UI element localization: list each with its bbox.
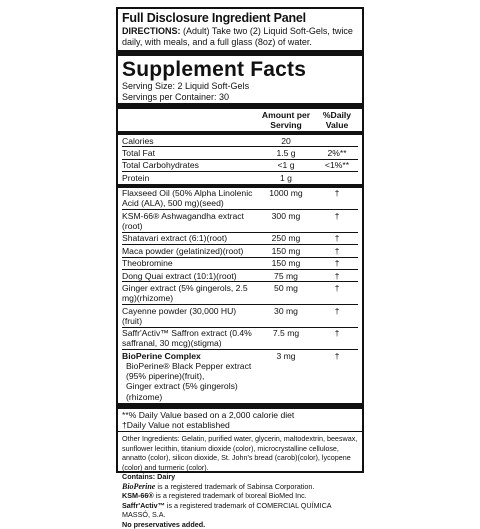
- ingredient-name: Dong Quai extract (10:1)(root): [122, 270, 237, 281]
- ingredient-amount: 300 mg: [271, 210, 301, 221]
- ingredient-name: Theobromine: [122, 258, 173, 269]
- ksm-trademark: KSM-66® is a registered trademark of Ixoreal BioMed Inc.: [122, 491, 307, 501]
- table-row: [122, 282, 358, 305]
- supplement-facts-title: Supplement Facts: [122, 58, 307, 81]
- nutrient-dv: <1%**: [324, 160, 350, 171]
- ingredient-amount: 1000 mg: [269, 188, 303, 199]
- ingredient-amount: 50 mg: [274, 282, 298, 293]
- column-headers: [122, 109, 358, 131]
- nutrient-dv: 2%**: [327, 147, 347, 158]
- ingredient-amount: 75 mg: [274, 270, 298, 281]
- table-row: [122, 135, 358, 147]
- ingredient-dv: †: [334, 350, 340, 361]
- servings-per-container: Servings per Container: 30: [122, 91, 230, 102]
- ingredient-panel: [116, 7, 364, 529]
- dagger-footnote: †Daily Value not established: [122, 420, 230, 431]
- table-row: [122, 188, 358, 211]
- table-row: [122, 233, 358, 245]
- ingredient-name: Cayenne powder (30,000 HU)(fruit): [122, 305, 237, 326]
- ingredient-amount: 30 mg: [274, 305, 298, 316]
- bioperine-line2: Ginger extract (5% gingerols)(rhizome): [126, 381, 238, 402]
- ingredient-dv: †: [334, 328, 340, 339]
- ingredient-name: KSM-66® Ashwagandha extract (root): [122, 210, 244, 231]
- bioperine-complex: [122, 351, 256, 402]
- nutrient-name: Total Fat: [122, 147, 155, 158]
- basic-rows: [122, 135, 358, 184]
- table-row: [122, 328, 358, 351]
- ingredient-name: Saffr'Activ™ Saffron extract (0.4% saffranal, 30 mcg)(stigma): [122, 328, 252, 349]
- ingredient-dv: †: [334, 282, 340, 293]
- ingredient-amount: 150 mg: [271, 258, 301, 269]
- directions-label: DIRECTIONS:: [122, 26, 181, 36]
- nutrient-dv: [316, 173, 358, 183]
- ingredient-name: Flaxseed Oil (50% Alpha Linolenic Acid (ALA), 500 mg)(seed): [122, 188, 253, 209]
- directions: [122, 26, 358, 47]
- table-row: [122, 258, 358, 270]
- col-amount: Amount per Serving: [261, 110, 311, 130]
- nutrient-dv: [316, 136, 358, 146]
- divider-thick: [118, 50, 362, 56]
- ingredient-rows: [122, 188, 358, 403]
- nutrient-name: Calories: [122, 135, 154, 146]
- table-row: [122, 270, 358, 282]
- col-dv: %Daily Value: [322, 110, 352, 130]
- nutrient-amount: <1 g: [277, 160, 295, 171]
- table-row: [122, 350, 358, 402]
- table-row: [122, 210, 358, 233]
- panel-title: Full Disclosure Ingredient Panel: [122, 11, 306, 25]
- footnotes: [122, 409, 358, 431]
- no-preservatives: No preservatives added.: [122, 519, 206, 529]
- bioperine-trademark: BioPerine is a registered trademark of Sabinsa Corporation.: [122, 481, 315, 491]
- table-row: [122, 305, 358, 328]
- ingredient-amount: 150 mg: [271, 245, 301, 256]
- ingredient-dv: †: [334, 258, 340, 269]
- nutrient-amount: 20: [281, 135, 291, 146]
- bioperine-name: BioPerine Complex: [122, 350, 201, 361]
- table-row: [122, 172, 358, 183]
- ingredient-dv: †: [334, 210, 340, 221]
- ingredient-dv: †: [334, 305, 340, 316]
- bioperine-logo: BioPerine: [122, 481, 156, 491]
- saffr-trademark: Saffr'Activ™ is a registered trademark of COMERCIAL QUÍMICA MASSÓ, S.A.: [122, 500, 332, 520]
- nutrient-name: Protein: [122, 172, 150, 183]
- directions-text: (Adult) Take two (2) Liquid Soft-Gels, twice daily, with meals, and a full glass (8oz) of water.: [122, 26, 353, 47]
- ingredient-name: Maca powder (gelatinized)(root): [122, 245, 244, 256]
- ingredient-name: Ginger extract (5% gingerols, 2.5 mg)(rhizome): [122, 282, 248, 304]
- table-row: [122, 160, 358, 172]
- table-row: [122, 245, 358, 257]
- nutrient-name: Total Carbohydrates: [122, 160, 199, 171]
- ingredient-amount: 7.5 mg: [272, 328, 300, 339]
- dv-footnote: **% Daily Value based on a 2,000 calorie diet: [122, 410, 295, 421]
- other-ingredients: Other Ingredients: Gelatin, purified water, glycerin, maltodextrin, beeswax, sunflower lecithin, titanium dioxide (color), microcrystalline cellulose, annatto (color), silicon dioxide, St. John's bread (carob)(color), lycopene (color) and turmeric (color).: [122, 434, 358, 472]
- nutrient-amount: 1 g: [280, 172, 292, 183]
- nutrient-amount: 1.5 g: [276, 147, 296, 158]
- ingredient-dv: †: [334, 245, 340, 256]
- ingredient-name: Shatavari extract (6:1)(root): [122, 233, 228, 244]
- ingredient-dv: †: [334, 270, 340, 281]
- contains-allergen: Contains: Dairy: [122, 471, 176, 481]
- table-row: [122, 147, 358, 159]
- ingredient-amount: 250 mg: [271, 233, 301, 244]
- bioperine-line1: BioPerine® Black Pepper extract (95% piperine)(fruit),: [126, 360, 252, 382]
- serving-size: Serving Size: 2 Liquid Soft-Gels: [122, 81, 250, 91]
- ingredient-dv: †: [334, 233, 340, 244]
- ingredient-dv: †: [334, 188, 340, 199]
- ingredient-amount: 3 mg: [276, 350, 296, 361]
